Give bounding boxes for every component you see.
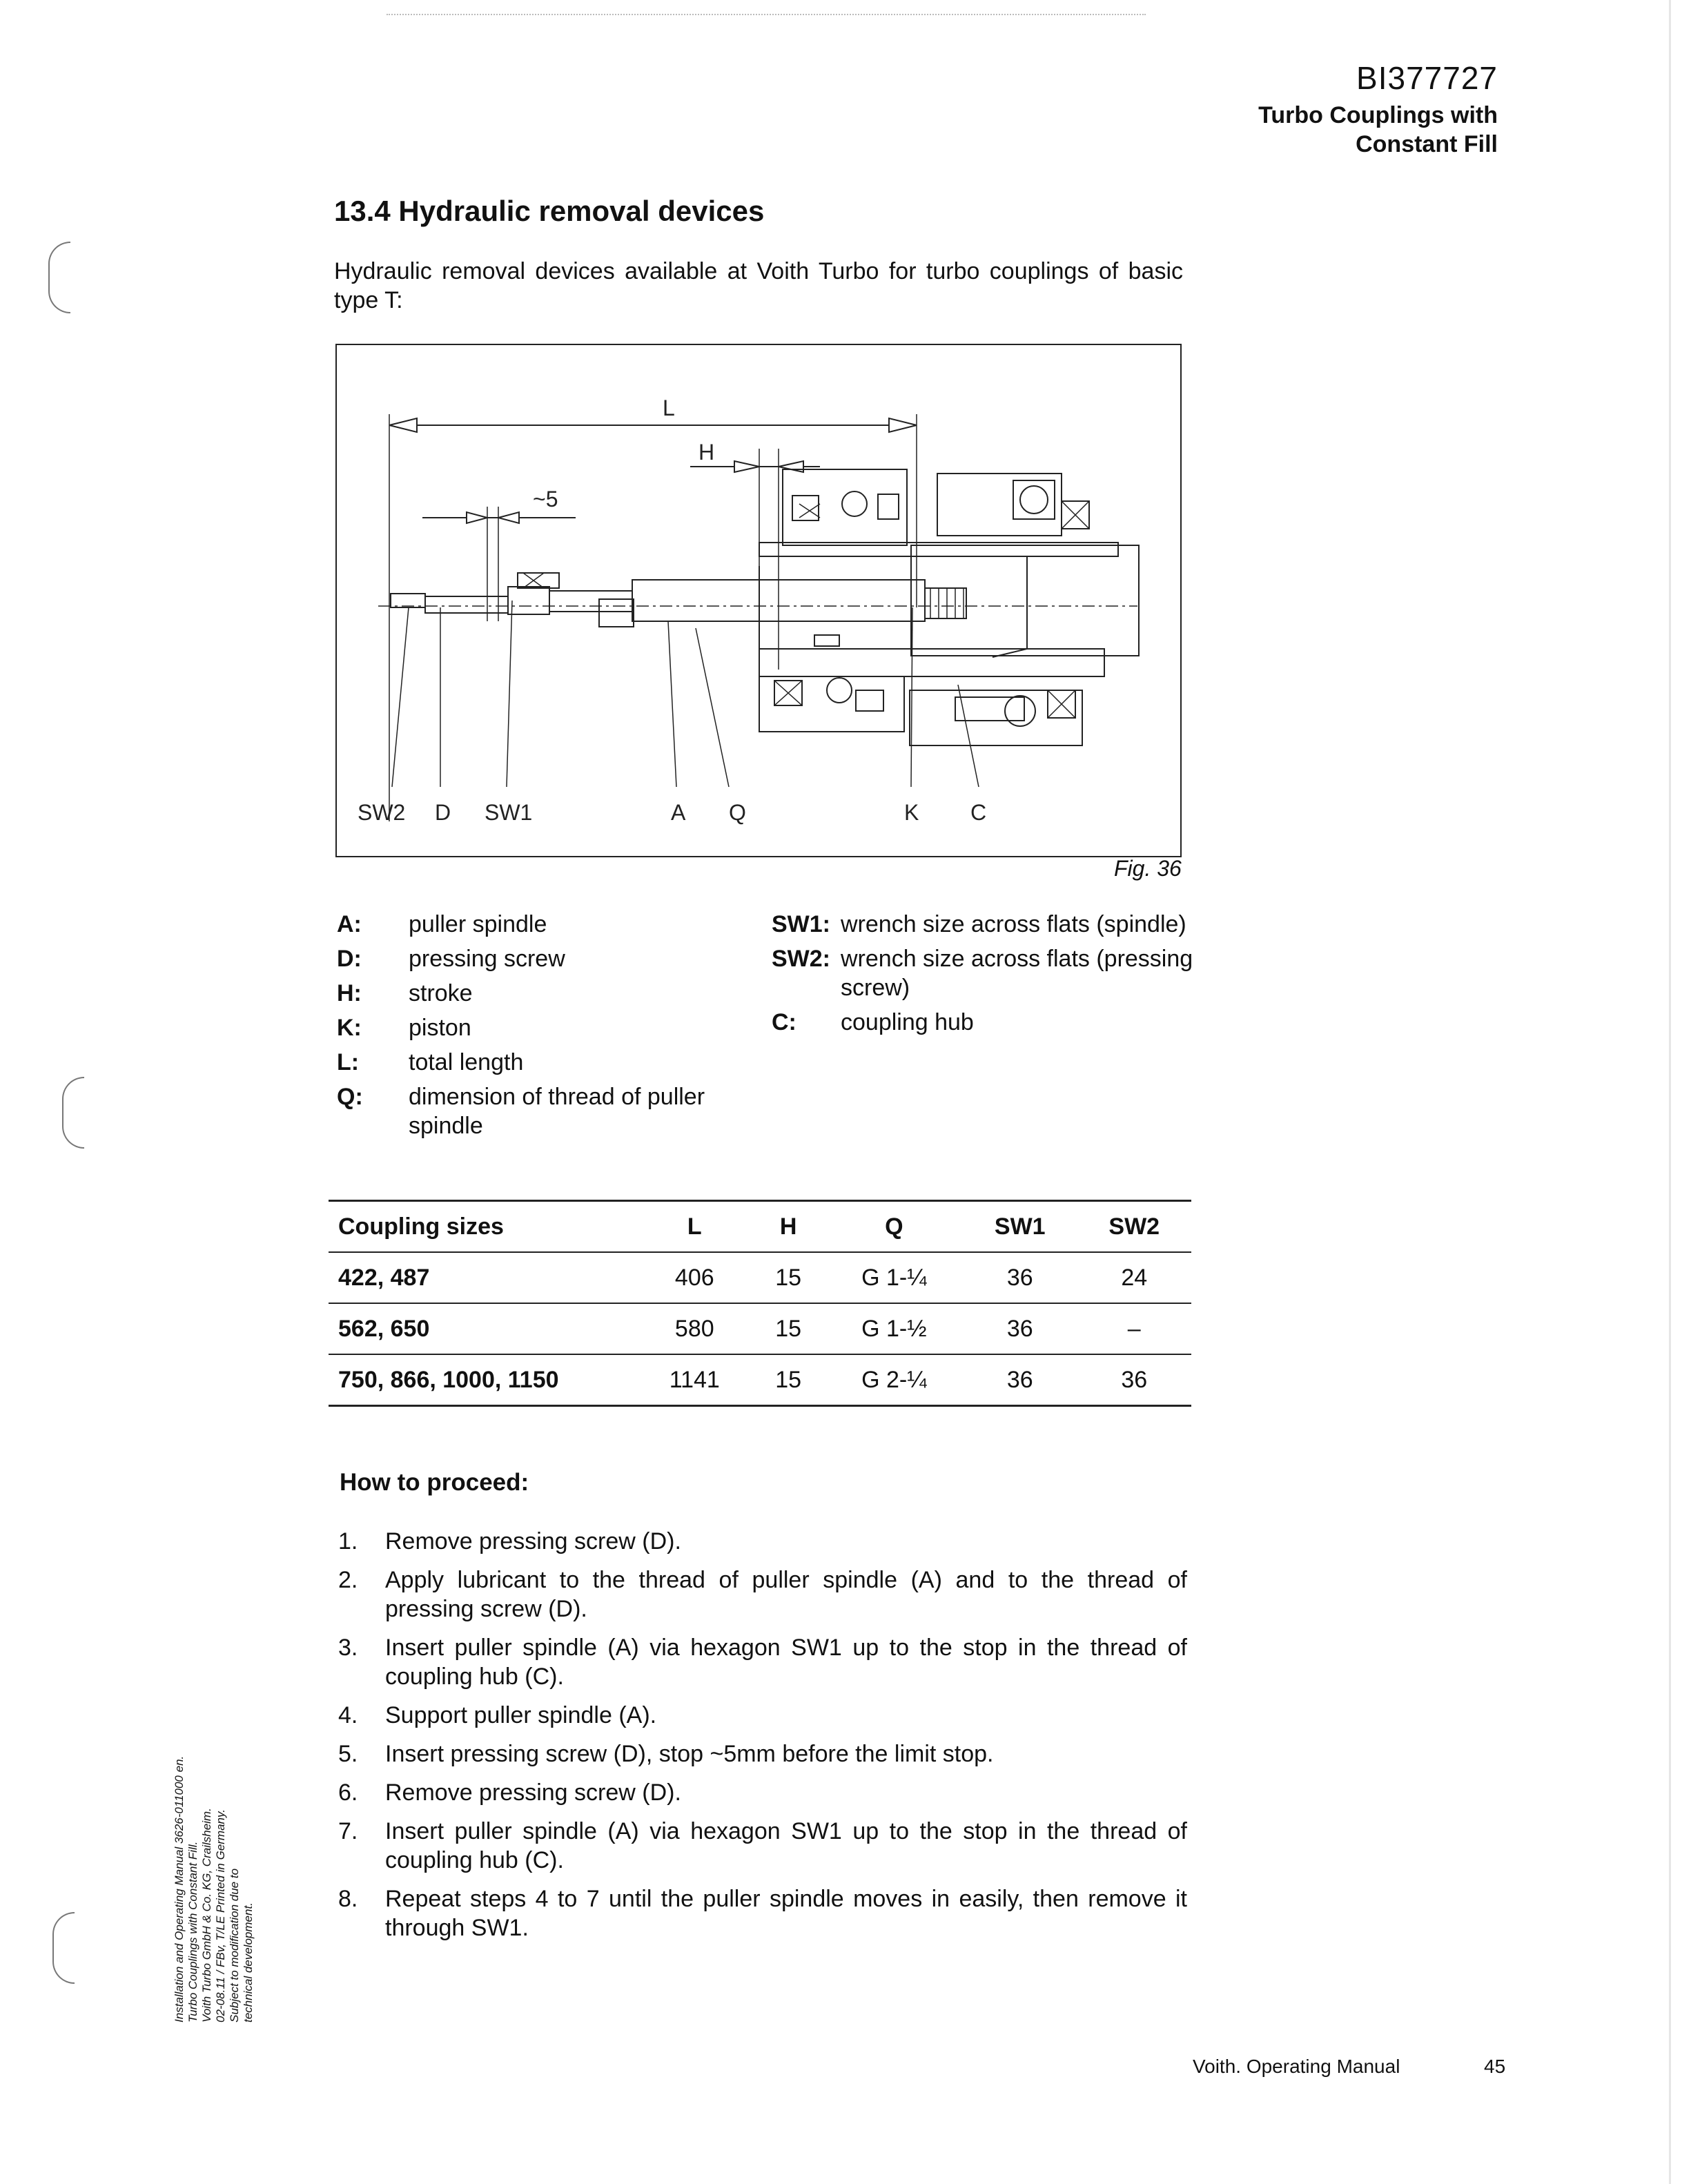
cross-mark bbox=[1062, 501, 1089, 529]
step-number: 1. bbox=[338, 1528, 358, 1554]
label-SW2: SW2 bbox=[358, 800, 406, 825]
column-header: H bbox=[752, 1201, 825, 1253]
piston-k-detail bbox=[814, 635, 839, 646]
label-K: K bbox=[904, 800, 919, 825]
table-cell: G 2-¼ bbox=[825, 1354, 963, 1406]
scan-right-edge bbox=[1669, 0, 1671, 2184]
table-cell: 750, 866, 1000, 1150 bbox=[329, 1354, 638, 1406]
upper-housing-right bbox=[937, 474, 1062, 536]
table-cell: 15 bbox=[752, 1354, 825, 1406]
list-item bbox=[338, 1778, 1187, 1807]
step-number: 6. bbox=[338, 1780, 358, 1806]
leader-c bbox=[958, 685, 979, 787]
imprint-line: Turbo Couplings with Constant Fill. bbox=[186, 1841, 199, 2022]
lower-housing-left bbox=[759, 676, 904, 732]
procedure-title: How to proceed: bbox=[340, 1469, 529, 1496]
list-item bbox=[338, 1739, 1187, 1768]
scan-punch-mark bbox=[48, 242, 70, 313]
upper-housing-left bbox=[783, 469, 907, 545]
arrow-icon bbox=[467, 512, 487, 523]
section-title: 13.4 Hydraulic removal devices bbox=[334, 195, 765, 227]
legend-value: piston bbox=[409, 1015, 471, 1041]
legend-value: puller spindle bbox=[409, 911, 547, 937]
coupling-size-table bbox=[329, 1200, 1191, 1407]
step-text: Support puller spindle (A). bbox=[385, 1702, 657, 1728]
legend-right-column bbox=[772, 910, 1200, 1042]
table-row bbox=[329, 1252, 1191, 1303]
table-row bbox=[329, 1354, 1191, 1406]
step-number: 7. bbox=[338, 1818, 358, 1844]
upper-bearing-left bbox=[842, 491, 867, 516]
upper-seal bbox=[878, 494, 899, 519]
list-item bbox=[338, 1527, 1187, 1556]
leader-sw1 bbox=[507, 601, 512, 787]
table-cell: 406 bbox=[638, 1252, 752, 1303]
legend-value: dimension of thread of puller spindle bbox=[409, 1084, 705, 1139]
arrow-icon bbox=[389, 418, 417, 432]
table-cell: 15 bbox=[752, 1252, 825, 1303]
step-number: 8. bbox=[338, 1886, 358, 1912]
legend-value: stroke bbox=[409, 980, 473, 1006]
imprint-line: Subject to modification due to bbox=[228, 1868, 241, 2022]
subtitle-line-2: Constant Fill bbox=[1356, 131, 1498, 157]
column-header: SW1 bbox=[963, 1201, 1077, 1253]
label-approx-5: ~5 bbox=[533, 487, 558, 511]
step-number: 5. bbox=[338, 1741, 358, 1767]
leader-sw2 bbox=[392, 607, 409, 787]
legend-key: Q: bbox=[337, 1084, 363, 1110]
table-cell: 36 bbox=[963, 1354, 1077, 1406]
cross-mark bbox=[1048, 690, 1075, 718]
table-cell: 36 bbox=[963, 1252, 1077, 1303]
table-cell: 36 bbox=[963, 1303, 1077, 1354]
list-item bbox=[338, 1817, 1187, 1875]
footer-publisher: Voith. Operating Manual bbox=[1193, 2056, 1400, 2077]
step-text: Insert puller spindle (A) via hexagon SW1 up to the stop in the thread of coupling hub (C). bbox=[385, 1818, 1187, 1873]
column-header: Coupling sizes bbox=[329, 1201, 638, 1253]
legend-item bbox=[337, 944, 765, 973]
label-Q: Q bbox=[729, 800, 746, 825]
step-number: 4. bbox=[338, 1702, 358, 1728]
table-cell: 1141 bbox=[638, 1354, 752, 1406]
subtitle-line-1: Turbo Couplings with bbox=[1258, 102, 1498, 128]
leader-q bbox=[696, 628, 729, 787]
list-item bbox=[338, 1701, 1187, 1730]
document-subtitle bbox=[1258, 101, 1498, 159]
legend-key: SW2: bbox=[772, 946, 830, 972]
table-cell: 15 bbox=[752, 1303, 825, 1354]
arrow-icon bbox=[734, 461, 759, 472]
legend-value: wrench size across flats (spindle) bbox=[841, 911, 1186, 937]
legend-item bbox=[337, 979, 765, 1008]
step-text: Remove pressing screw (D). bbox=[385, 1528, 681, 1554]
legend-key: A: bbox=[337, 911, 362, 937]
document-id: BI377727 bbox=[1356, 60, 1498, 96]
step-text: Insert pressing screw (D), stop ~5mm before the limit stop. bbox=[385, 1741, 994, 1767]
scan-top-rule bbox=[387, 14, 1146, 15]
label-H: H bbox=[698, 440, 715, 465]
legend-key: L: bbox=[337, 1049, 360, 1075]
label-D: D bbox=[435, 800, 451, 825]
drawing-svg bbox=[337, 345, 1180, 856]
arrow-icon bbox=[889, 418, 917, 432]
spindle-step bbox=[599, 599, 634, 627]
pressing-screw-body bbox=[425, 596, 508, 613]
legend-item bbox=[337, 1048, 765, 1077]
legend-key: D: bbox=[337, 946, 362, 972]
imprint-line: 02-08.11 / FBv, T/LE Printed in Germany. bbox=[214, 1809, 227, 2022]
hex-collar bbox=[518, 573, 559, 588]
scan-punch-mark bbox=[62, 1077, 84, 1149]
scan-punch-mark bbox=[52, 1912, 75, 1984]
legend-item bbox=[337, 1082, 765, 1140]
legend-value: coupling hub bbox=[841, 1009, 974, 1035]
thread-lines bbox=[930, 588, 964, 618]
step-number: 2. bbox=[338, 1567, 358, 1593]
coupling-body bbox=[911, 545, 1139, 656]
legend-item bbox=[772, 910, 1200, 939]
step-text: Insert puller spindle (A) via hexagon SW1 up to the stop in the thread of coupling hub (C). bbox=[385, 1635, 1187, 1690]
step-text: Apply lubricant to the thread of puller spindle (A) and to the thread of pressing screw (D). bbox=[385, 1567, 1187, 1622]
spindle-neck bbox=[549, 591, 632, 612]
legend-value: pressing screw bbox=[409, 946, 565, 972]
step-text: Remove pressing screw (D). bbox=[385, 1780, 681, 1806]
table-cell: 580 bbox=[638, 1303, 752, 1354]
legend-key: H: bbox=[337, 980, 362, 1006]
table-cell: 562, 650 bbox=[329, 1303, 638, 1354]
step-text: Repeat steps 4 to 7 until the puller spindle moves in easily, then remove it through SW1. bbox=[385, 1886, 1187, 1941]
label-L: L bbox=[663, 396, 675, 420]
arrow-icon bbox=[498, 512, 519, 523]
pressing-screw-head bbox=[391, 594, 425, 607]
legend-key: SW1: bbox=[772, 911, 830, 937]
table-cell: 24 bbox=[1077, 1252, 1192, 1303]
figure-caption: Fig. 36 bbox=[1114, 856, 1182, 881]
column-header: SW2 bbox=[1077, 1201, 1192, 1253]
label-A: A bbox=[671, 800, 686, 825]
table-row bbox=[329, 1303, 1191, 1354]
list-item bbox=[338, 1566, 1187, 1624]
imprint-vertical bbox=[173, 1664, 255, 2022]
hub-bore bbox=[759, 566, 910, 649]
lower-bearing-right bbox=[1005, 696, 1035, 726]
column-header: L bbox=[638, 1201, 752, 1253]
list-item bbox=[338, 1884, 1187, 1942]
leader-a bbox=[668, 621, 676, 787]
label-SW1: SW1 bbox=[485, 800, 533, 825]
table-header-row bbox=[329, 1201, 1191, 1253]
spindle-thread bbox=[925, 588, 966, 618]
technical-drawing bbox=[335, 344, 1182, 857]
lower-seal bbox=[856, 690, 883, 711]
procedure-steps bbox=[338, 1527, 1187, 1952]
table-cell: 36 bbox=[1077, 1354, 1192, 1406]
legend-key: C: bbox=[772, 1009, 796, 1035]
cross-mark bbox=[774, 681, 802, 705]
table-cell: 422, 487 bbox=[329, 1252, 638, 1303]
legend-value: total length bbox=[409, 1049, 524, 1075]
imprint-line: Voith Turbo GmbH & Co. KG, Crailsheim. bbox=[200, 1808, 213, 2022]
imprint-line: technical development. bbox=[242, 1902, 255, 2022]
label-C: C bbox=[970, 800, 987, 825]
table-cell: – bbox=[1077, 1303, 1192, 1354]
legend-left-column bbox=[337, 910, 765, 1146]
legend-item bbox=[772, 1008, 1200, 1037]
legend-item bbox=[772, 944, 1200, 1002]
legend-item bbox=[337, 910, 765, 939]
cross-mark bbox=[799, 504, 820, 518]
hub-lower-wall bbox=[759, 649, 1104, 676]
legend-value: wrench size across flats (pressing screw) bbox=[841, 946, 1193, 1001]
lower-seal-pack bbox=[955, 697, 1024, 721]
list-item bbox=[338, 1633, 1187, 1691]
upper-bearing-right bbox=[1020, 486, 1048, 514]
table-cell: G 1-¼ bbox=[825, 1252, 963, 1303]
legend-key: K: bbox=[337, 1015, 362, 1041]
table-cell: G 1-½ bbox=[825, 1303, 963, 1354]
intro-paragraph: Hydraulic removal devices available at Voith Turbo for turbo couplings of basic type T: bbox=[334, 258, 1183, 313]
hatch-mark bbox=[523, 573, 544, 588]
column-header: Q bbox=[825, 1201, 963, 1253]
lower-bearing-left bbox=[827, 678, 852, 703]
body-contour bbox=[993, 556, 1027, 657]
imprint-line: Installation and Operating Manual 3626-011000 en. bbox=[173, 1755, 186, 2022]
page-number: 45 bbox=[1484, 2056, 1506, 2077]
legend-item bbox=[337, 1013, 765, 1042]
step-number: 3. bbox=[338, 1635, 358, 1661]
hexagon-sw1 bbox=[508, 587, 549, 614]
